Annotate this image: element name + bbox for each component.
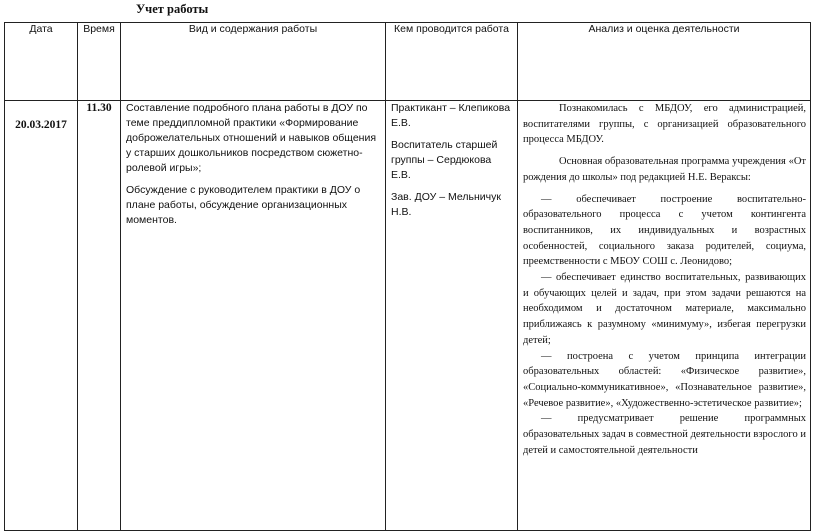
cell-date: 20.03.2017 xyxy=(5,101,78,531)
header-analysis: Анализ и оценка деятельности xyxy=(518,23,811,101)
analysis-bullet: — построена с учетом принципа интеграции образовательных областей: «Физическое развитие», «Социально-коммуникативное», «Познавательное развитие», «Речевое развитие», «Художественно-эстетическое развитие»; xyxy=(523,350,806,409)
cell-time: 11.30 xyxy=(78,101,121,531)
work-log-table xyxy=(4,22,811,531)
table-row xyxy=(5,101,811,531)
cell-work xyxy=(121,101,386,531)
header-who: Кем проводится работа xyxy=(386,23,518,101)
work-item: Составление подробного плана работы в ДОУ по теме преддипломной практики «Формирование доброжелательных отношений и навыков общения у старших дошкольников посредством сюжетно-ролевой игры»; xyxy=(126,102,377,174)
who-item: Воспитатель старшей группы – Сердюкова Е.В. xyxy=(391,139,498,181)
table-header-row xyxy=(5,23,811,101)
header-work: Вид и содержания работы xyxy=(121,23,386,101)
analysis-paragraph: Основная образовательная программа учреждения «От рождения до школы» под редакцией Н.Е. Вераксы: xyxy=(523,156,806,183)
analysis-bullet: — обеспечивает единство воспитательных, развивающих и обучающих целей и задач, при этом задачи решаются на необходимом и достаточном материале, максимально приближаясь к разумному «минимуму», избегая перегрузки детей; xyxy=(523,272,806,346)
header-time: Время xyxy=(78,23,121,101)
analysis-paragraph: Познакомилась с МБДОУ, его администрацией, воспитателями группы, с организацией образовательного процесса МБДОУ. xyxy=(523,103,806,146)
analysis-bullet: — предусматривает решение программных образовательных задач в совместной деятельности взрослого и детей и самостоятельной деятельности xyxy=(523,413,806,456)
cell-who xyxy=(386,101,518,531)
page-title: Учет работы xyxy=(136,2,209,16)
header-date: Дата xyxy=(5,23,78,101)
analysis-bullet: — обеспечивает построение воспитательно-образовательного процесса с учетом контингента воспитанников, их индивидуальных и возрастных особенностей, социального заказа родителей, социума, преемственности с МБОУ СОШ с. Леонидово; xyxy=(523,193,806,268)
who-item: Зав. ДОУ – Мельничук Н.В. xyxy=(391,191,501,218)
work-item: Обсуждение с руководителем практики в ДОУ о плане работы, обсуждение организационных моментов. xyxy=(126,184,361,226)
cell-analysis xyxy=(518,101,811,531)
who-item: Практикант – Клепикова Е.В. xyxy=(391,102,511,129)
